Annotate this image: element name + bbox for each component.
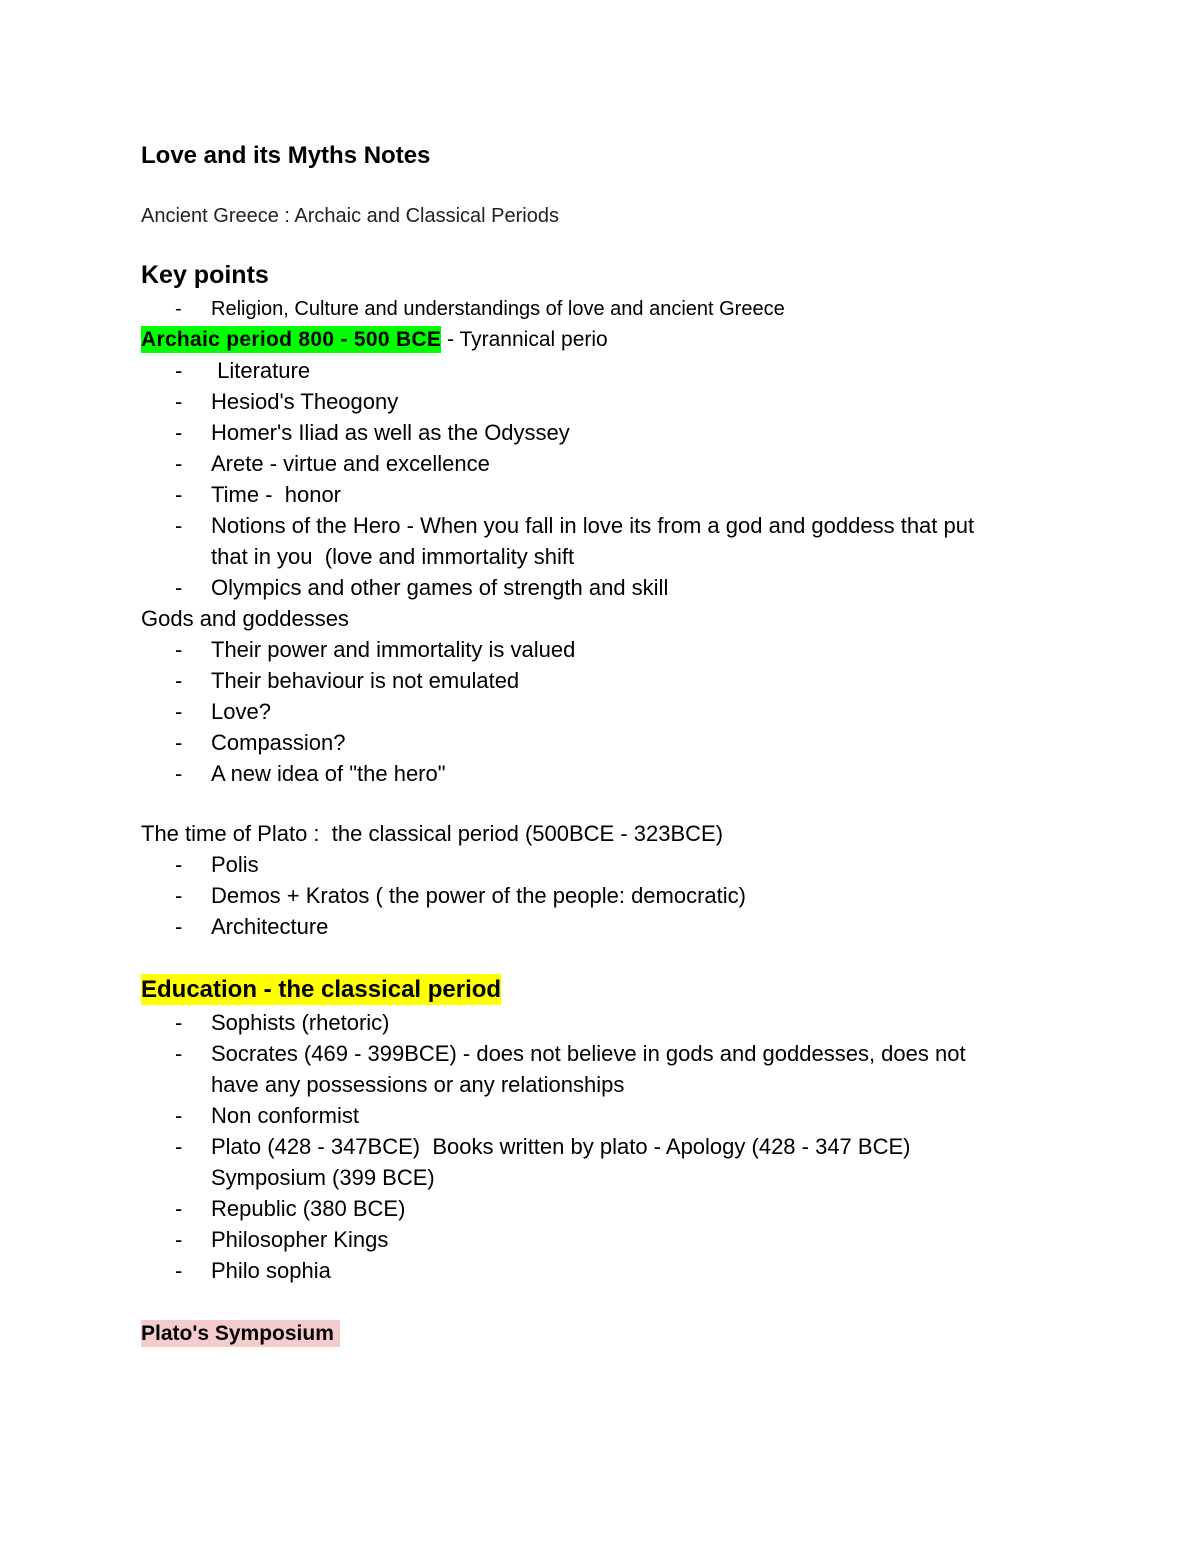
education-heading-highlight: Education - the classical period <box>141 976 502 1003</box>
bullet-dash: - <box>175 883 183 908</box>
key-points-heading: Key points <box>141 261 269 289</box>
list-item-text: Time - honor <box>211 482 342 507</box>
bullet-dash: - <box>175 730 183 755</box>
list-item-text: Olympics and other games of strength and skill <box>211 575 669 600</box>
bullet-dash: - <box>175 914 183 939</box>
list-item-text: Hesiod's Theogony <box>211 389 399 414</box>
list-item-text: Republic (380 BCE) <box>211 1196 406 1221</box>
gods-heading: Gods and goddesses <box>141 606 349 631</box>
document-subtitle: Ancient Greece : Archaic and Classical Periods <box>141 205 559 227</box>
list-item-text: A new idea of "the hero" <box>211 761 446 786</box>
symposium-heading <box>141 1323 340 1344</box>
bullet-dash: - <box>175 451 183 476</box>
list-item-text: Religion, Culture and understandings of love and ancient Greece <box>211 298 785 320</box>
bullet-dash: - <box>175 575 183 600</box>
bullet-dash: - <box>175 1041 183 1066</box>
list-item-text: Their behaviour is not emulated <box>211 668 520 693</box>
list-item-text: Their power and immortality is valued <box>211 637 576 662</box>
document-title: Love and its Myths Notes <box>141 142 431 169</box>
list-item-text: Polis <box>211 852 259 877</box>
list-item-text: Compassion? <box>211 730 346 755</box>
list-item-text: Sophists (rhetoric) <box>211 1010 390 1035</box>
bullet-dash: - <box>175 1258 183 1283</box>
archaic-period-highlight: Archaic period 800 - 500 BCE <box>141 328 442 351</box>
list-item-text: Non conformist <box>211 1103 359 1128</box>
bullet-dash: - <box>175 761 183 786</box>
bullet-dash: - <box>175 358 183 383</box>
list-item-text: Architecture <box>211 914 329 939</box>
bullet-dash: - <box>175 389 183 414</box>
bullet-dash: - <box>175 1010 183 1035</box>
plato-time-heading: The time of Plato : the classical period (500BCE - 323BCE) <box>141 821 724 846</box>
symposium-heading-highlight: Plato's Symposium <box>141 1320 340 1347</box>
bullet-dash: - <box>175 1196 183 1221</box>
list-item-text: Homer's Iliad as well as the Odyssey <box>211 420 570 445</box>
list-item-text: have any possessions or any relationships <box>211 1072 625 1097</box>
bullet-dash: - <box>175 513 183 538</box>
bullet-dash: - <box>175 637 183 662</box>
archaic-period-line <box>141 329 608 350</box>
list-item-text: Notions of the Hero - When you fall in love its from a god and goddess that put <box>211 513 975 538</box>
bullet-dash: - <box>175 1134 183 1159</box>
bullet-dash: - <box>175 482 183 507</box>
bullet-dash: - <box>175 298 182 320</box>
bullet-dash: - <box>175 420 183 445</box>
list-item-text: Arete - virtue and excellence <box>211 451 490 476</box>
list-item-text: Plato (428 - 347BCE) Books written by plato - Apology (428 - 347 BCE) <box>211 1134 911 1159</box>
education-heading <box>141 978 501 1002</box>
bullet-dash: - <box>175 1103 183 1128</box>
list-item-text: Love? <box>211 699 271 724</box>
list-item-text: Philosopher Kings <box>211 1227 389 1252</box>
list-item-text: Literature <box>211 358 311 383</box>
list-item-text: Socrates (469 - 399BCE) - does not believe in gods and goddesses, does not <box>211 1041 966 1066</box>
list-item-text: Symposium (399 BCE) <box>211 1165 435 1190</box>
bullet-dash: - <box>175 852 183 877</box>
bullet-dash: - <box>175 668 183 693</box>
archaic-period-desc: - Tyrannical perio <box>441 328 608 351</box>
list-item-text: that in you (love and immortality shift <box>211 544 575 569</box>
list-item-text: Philo sophia <box>211 1258 331 1283</box>
bullet-dash: - <box>175 699 183 724</box>
list-item-text: Demos + Kratos ( the power of the people: democratic) <box>211 883 746 908</box>
bullet-dash: - <box>175 1227 183 1252</box>
